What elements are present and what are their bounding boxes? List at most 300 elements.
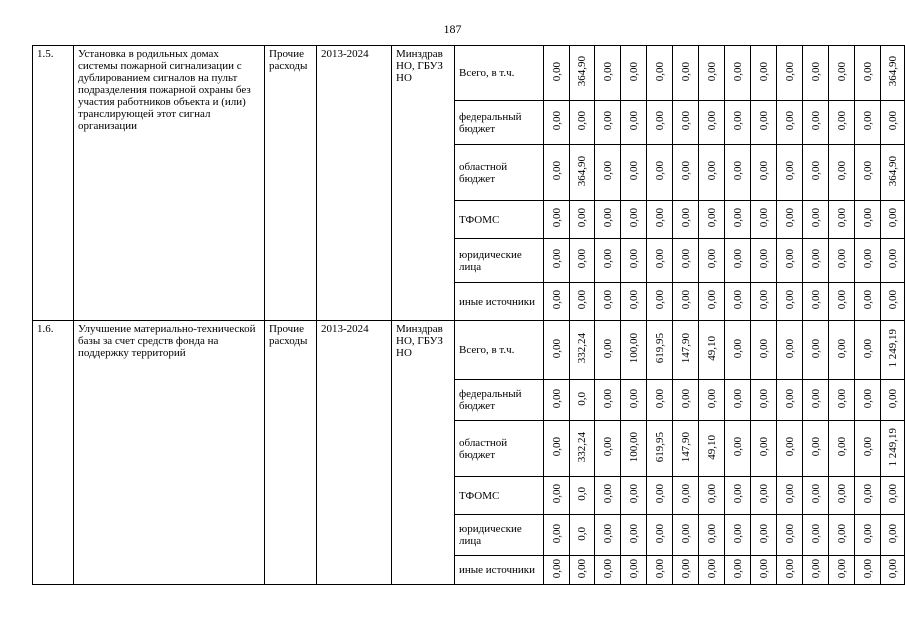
value-text: 0,00 (601, 484, 614, 504)
value-cell (544, 421, 570, 477)
value-text: 100,00 (627, 333, 640, 364)
value-cell (777, 201, 803, 239)
value-text: 0,00 (653, 111, 666, 131)
value-cell (595, 283, 621, 321)
value-cell (699, 101, 725, 145)
value-cell (647, 321, 673, 380)
value-text: 100,00 (627, 431, 640, 463)
funding-source: Всего, в т.ч. (455, 46, 544, 101)
value-text: 0,00 (601, 61, 614, 82)
value-text: 0,00 (576, 558, 588, 579)
item-name: Улучшение материально-технической базы за счет средств фонда на поддержку территорий (74, 321, 265, 585)
value-cell (595, 477, 621, 515)
value-text: 0,00 (757, 338, 770, 359)
value-cell (777, 421, 803, 477)
value-text: 0,00 (861, 111, 874, 131)
value-text: 0,00 (705, 61, 718, 82)
value-text: 0,00 (550, 523, 563, 544)
value-text: 0,00 (627, 111, 640, 131)
value-text: 0,00 (809, 484, 822, 504)
value-text: 0,00 (809, 437, 822, 457)
value-text: 0,00 (886, 111, 899, 131)
value-cell (544, 321, 570, 380)
value-cell (803, 283, 829, 321)
value-cell (544, 556, 570, 585)
value-text: 0,00 (809, 61, 822, 82)
value-cell (595, 145, 621, 201)
value-text: 332,24 (576, 333, 588, 364)
value-cell (595, 201, 621, 239)
value-cell (829, 515, 855, 556)
value-cell (570, 421, 595, 477)
value-cell (621, 321, 647, 380)
value-cell (725, 380, 751, 421)
budget-table (32, 45, 905, 585)
value-text: 0,00 (601, 161, 614, 181)
value-text: 0,00 (809, 523, 822, 544)
value-text: 0,00 (731, 558, 744, 579)
value-text: 364,90 (576, 56, 588, 87)
value-cell (647, 46, 673, 101)
value-cell (855, 201, 881, 239)
value-cell (673, 101, 699, 145)
value-text: 0,00 (835, 111, 848, 131)
value-text: 0,00 (835, 338, 848, 359)
value-cell (803, 477, 829, 515)
value-cell (829, 380, 855, 421)
value-text: 0,00 (809, 111, 822, 131)
value-text: 0,00 (653, 249, 666, 269)
value-text: 0,00 (783, 388, 796, 409)
page-number: 187 (443, 22, 462, 36)
value-cell (777, 283, 803, 321)
value-cell (855, 101, 881, 145)
value-cell (595, 380, 621, 421)
value-text: 0,00 (731, 249, 744, 269)
value-cell (673, 380, 699, 421)
value-text: 0,00 (679, 484, 692, 504)
value-cell (673, 283, 699, 321)
value-text: 0,00 (835, 388, 848, 409)
value-cell (777, 556, 803, 585)
value-cell (751, 321, 777, 380)
value-cell (621, 239, 647, 283)
funding-source: областной бюджет (455, 421, 544, 477)
value-cell (829, 477, 855, 515)
value-cell (725, 101, 751, 145)
value-text: 0,00 (627, 290, 640, 310)
value-cell (699, 321, 725, 380)
value-text: 0,00 (861, 338, 874, 359)
value-text: 0,00 (679, 208, 692, 228)
value-cell (725, 239, 751, 283)
value-text: 619,95 (653, 333, 666, 364)
value-text: 0,00 (653, 208, 666, 228)
value-cell (595, 421, 621, 477)
value-cell (621, 556, 647, 585)
value-cell (777, 239, 803, 283)
value-text: 0,00 (731, 338, 744, 359)
funding-source: иные источники (455, 283, 544, 321)
value-text: 0,00 (757, 437, 770, 457)
value-cell (647, 239, 673, 283)
value-text: 0,00 (679, 523, 692, 544)
value-cell (621, 421, 647, 477)
value-cell (544, 101, 570, 145)
value-cell (751, 201, 777, 239)
value-cell (699, 46, 725, 101)
value-cell (777, 46, 803, 101)
value-text: 0,00 (731, 388, 744, 409)
value-text: 0,00 (627, 208, 640, 228)
value-text: 0,00 (861, 249, 874, 269)
value-text: 0,00 (627, 249, 640, 269)
value-text: 0,00 (705, 161, 718, 181)
value-cell (751, 380, 777, 421)
value-cell (803, 421, 829, 477)
value-cell (647, 421, 673, 477)
value-cell (673, 321, 699, 380)
value-text: 0,00 (886, 484, 899, 504)
value-cell (544, 283, 570, 321)
value-text: 0,00 (783, 290, 796, 310)
value-cell (699, 515, 725, 556)
value-text: 0,00 (679, 111, 692, 131)
value-text: 0,00 (679, 61, 692, 82)
value-cell (803, 239, 829, 283)
value-text: 0,00 (731, 484, 744, 504)
value-cell (725, 515, 751, 556)
value-text: 49,10 (705, 336, 718, 361)
value-text: 0,00 (550, 290, 563, 310)
value-text: 0,00 (679, 249, 692, 269)
value-text: 0,00 (886, 523, 899, 544)
value-text: 0,00 (576, 290, 588, 310)
funding-source: областной бюджет (455, 145, 544, 201)
value-cell (570, 145, 595, 201)
value-text: 0,00 (550, 558, 563, 579)
value-cell (621, 101, 647, 145)
value-cell (881, 421, 905, 477)
value-cell (725, 46, 751, 101)
value-cell (570, 46, 595, 101)
value-cell (881, 321, 905, 380)
value-text: 0,00 (809, 338, 822, 359)
value-text: 0,00 (705, 208, 718, 228)
value-cell (777, 477, 803, 515)
value-text: 0,00 (731, 523, 744, 544)
value-text: 0,00 (627, 523, 640, 544)
value-cell (699, 239, 725, 283)
value-text: 0,00 (886, 249, 899, 269)
value-cell (699, 477, 725, 515)
value-text: 0,00 (886, 290, 899, 310)
value-cell (647, 556, 673, 585)
value-cell (544, 515, 570, 556)
value-cell (777, 515, 803, 556)
value-text: 0,00 (783, 558, 796, 579)
value-cell (699, 380, 725, 421)
value-cell (570, 515, 595, 556)
value-text: 0,00 (601, 437, 614, 457)
value-cell (595, 515, 621, 556)
value-text: 49,10 (705, 434, 718, 460)
value-cell (544, 477, 570, 515)
item-name: Установка в родильных домах системы пожарной сигнализации с дублированием сигналов на пульт подразделения пожарной охраны без участия работников объекта и (или) транслирующей этот сигнал организации (74, 46, 265, 321)
value-text: 0,00 (835, 290, 848, 310)
value-cell (570, 321, 595, 380)
value-text: 0,00 (576, 249, 588, 269)
value-text: 0,00 (835, 558, 848, 579)
value-cell (570, 477, 595, 515)
value-cell (803, 46, 829, 101)
value-cell (829, 101, 855, 145)
value-text: 0,00 (886, 388, 899, 409)
value-text: 0,00 (783, 484, 796, 504)
value-text: 0,00 (757, 249, 770, 269)
value-cell (570, 283, 595, 321)
value-cell (751, 283, 777, 321)
value-text: 0,00 (886, 558, 899, 579)
value-text: 1 249,19 (886, 427, 899, 467)
value-cell (673, 477, 699, 515)
value-cell (570, 201, 595, 239)
funding-source: ТФОМС (455, 201, 544, 239)
value-cell (699, 421, 725, 477)
value-text: 0,00 (705, 249, 718, 269)
value-cell (673, 515, 699, 556)
value-text: 0,00 (861, 523, 874, 544)
value-cell (570, 556, 595, 585)
value-text: 0,00 (679, 290, 692, 310)
value-cell (621, 380, 647, 421)
value-cell (725, 321, 751, 380)
table-row (33, 321, 905, 380)
value-cell (751, 101, 777, 145)
value-cell (829, 321, 855, 380)
value-text: 0,00 (653, 61, 666, 82)
expense-type: Прочие расходы (265, 46, 317, 321)
value-cell (777, 321, 803, 380)
value-text: 332,24 (576, 431, 588, 463)
value-cell (725, 201, 751, 239)
value-text: 0,00 (550, 484, 563, 504)
value-cell (803, 515, 829, 556)
value-text: 0,00 (835, 61, 848, 82)
value-cell (855, 477, 881, 515)
value-text: 0,0 (576, 526, 588, 541)
value-text: 0,0 (576, 391, 588, 406)
value-text: 0,00 (783, 249, 796, 269)
value-text: 0,00 (835, 437, 848, 457)
value-text: 0,00 (601, 388, 614, 409)
value-text: 0,00 (627, 161, 640, 181)
value-cell (881, 477, 905, 515)
value-cell (881, 46, 905, 101)
value-text: 0,00 (705, 523, 718, 544)
value-cell (673, 46, 699, 101)
value-text: 0,00 (601, 290, 614, 310)
value-cell (725, 477, 751, 515)
value-text: 0,00 (679, 161, 692, 181)
value-cell (751, 421, 777, 477)
value-text: 0,00 (757, 523, 770, 544)
value-text: 0,0 (576, 487, 588, 501)
value-cell (595, 321, 621, 380)
value-cell (725, 556, 751, 585)
value-text: 0,00 (757, 290, 770, 310)
funding-source: ТФОМС (455, 477, 544, 515)
value-text: 0,00 (705, 290, 718, 310)
value-text: 0,00 (835, 249, 848, 269)
value-text: 364,90 (886, 56, 899, 87)
value-text: 0,00 (653, 484, 666, 504)
expense-type: Прочие расходы (265, 321, 317, 585)
value-text: 0,00 (809, 290, 822, 310)
value-text: 0,00 (705, 388, 718, 409)
value-cell (829, 283, 855, 321)
value-text: 0,00 (679, 558, 692, 579)
value-text: 0,00 (809, 161, 822, 181)
value-text: 0,00 (861, 290, 874, 310)
value-cell (855, 380, 881, 421)
value-text: 0,00 (731, 111, 744, 131)
value-cell (881, 380, 905, 421)
value-text: 0,00 (576, 111, 588, 131)
value-text: 0,00 (627, 558, 640, 579)
value-cell (829, 239, 855, 283)
value-cell (725, 421, 751, 477)
value-cell (881, 101, 905, 145)
value-cell (699, 556, 725, 585)
value-cell (570, 239, 595, 283)
value-text: 0,00 (627, 484, 640, 504)
value-cell (751, 556, 777, 585)
funding-source: иные источники (455, 556, 544, 585)
value-text: 0,00 (731, 290, 744, 310)
funding-source: юридические лица (455, 239, 544, 283)
value-cell (570, 101, 595, 145)
item-number: 1.6. (33, 321, 74, 585)
value-text: 0,00 (653, 523, 666, 544)
value-text: 0,00 (835, 484, 848, 504)
value-cell (673, 201, 699, 239)
value-cell (544, 239, 570, 283)
value-text: 0,00 (601, 111, 614, 131)
value-cell (829, 145, 855, 201)
value-cell (803, 321, 829, 380)
value-text: 0,00 (886, 208, 899, 228)
value-cell (803, 380, 829, 421)
value-text: 0,00 (783, 111, 796, 131)
value-cell (647, 145, 673, 201)
value-cell (803, 101, 829, 145)
value-text: 0,00 (601, 523, 614, 544)
value-cell (647, 101, 673, 145)
value-cell (595, 239, 621, 283)
value-text: 0,00 (835, 523, 848, 544)
value-text: 0,00 (809, 249, 822, 269)
value-cell (751, 239, 777, 283)
value-cell (881, 556, 905, 585)
value-cell (829, 46, 855, 101)
value-cell (544, 46, 570, 101)
value-cell (881, 515, 905, 556)
value-text: 0,00 (861, 484, 874, 504)
value-text: 0,00 (809, 388, 822, 409)
value-text: 0,00 (757, 558, 770, 579)
value-text: 0,00 (835, 161, 848, 181)
value-text: 0,00 (550, 338, 563, 359)
value-cell (725, 145, 751, 201)
value-text: 0,00 (601, 249, 614, 269)
value-cell (595, 101, 621, 145)
executors: Минздрав НО, ГБУЗ НО (392, 46, 455, 321)
value-text: 0,00 (731, 208, 744, 228)
value-text: 1 249,19 (886, 329, 899, 368)
value-cell (751, 515, 777, 556)
value-cell (777, 380, 803, 421)
value-text: 0,00 (550, 388, 563, 409)
value-text: 0,00 (783, 161, 796, 181)
value-text: 0,00 (627, 388, 640, 409)
value-text: 619,95 (653, 431, 666, 463)
value-cell (855, 421, 881, 477)
value-text: 0,00 (627, 61, 640, 82)
value-text: 364,90 (886, 155, 899, 187)
funding-source: федеральный бюджет (455, 380, 544, 421)
value-cell (673, 421, 699, 477)
funding-source: Всего, в т.ч. (455, 321, 544, 380)
value-text: 0,00 (601, 558, 614, 579)
value-cell (621, 46, 647, 101)
value-text: 364,90 (576, 155, 588, 187)
value-text: 147,90 (679, 333, 692, 364)
value-text: 0,00 (601, 338, 614, 359)
value-text: 0,00 (757, 208, 770, 228)
value-cell (855, 46, 881, 101)
value-text: 147,90 (679, 431, 692, 463)
value-cell (855, 283, 881, 321)
value-text: 0,00 (809, 558, 822, 579)
funding-source: федеральный бюджет (455, 101, 544, 145)
value-cell (803, 201, 829, 239)
value-cell (803, 556, 829, 585)
value-cell (647, 380, 673, 421)
value-cell (621, 477, 647, 515)
value-text: 0,00 (783, 338, 796, 359)
value-text: 0,00 (809, 208, 822, 228)
value-text: 0,00 (783, 523, 796, 544)
value-text: 0,00 (653, 161, 666, 181)
value-text: 0,00 (550, 161, 563, 181)
value-text: 0,00 (550, 61, 563, 82)
value-text: 0,00 (679, 388, 692, 409)
value-text: 0,00 (705, 558, 718, 579)
item-number: 1.5. (33, 46, 74, 321)
value-text: 0,00 (653, 388, 666, 409)
value-text: 0,00 (757, 388, 770, 409)
period: 2013-2024 (317, 46, 392, 321)
value-cell (855, 515, 881, 556)
value-cell (647, 515, 673, 556)
value-cell (570, 380, 595, 421)
value-text: 0,00 (550, 437, 563, 457)
value-text: 0,00 (861, 161, 874, 181)
value-cell (673, 239, 699, 283)
value-cell (855, 321, 881, 380)
value-text: 0,00 (731, 61, 744, 82)
